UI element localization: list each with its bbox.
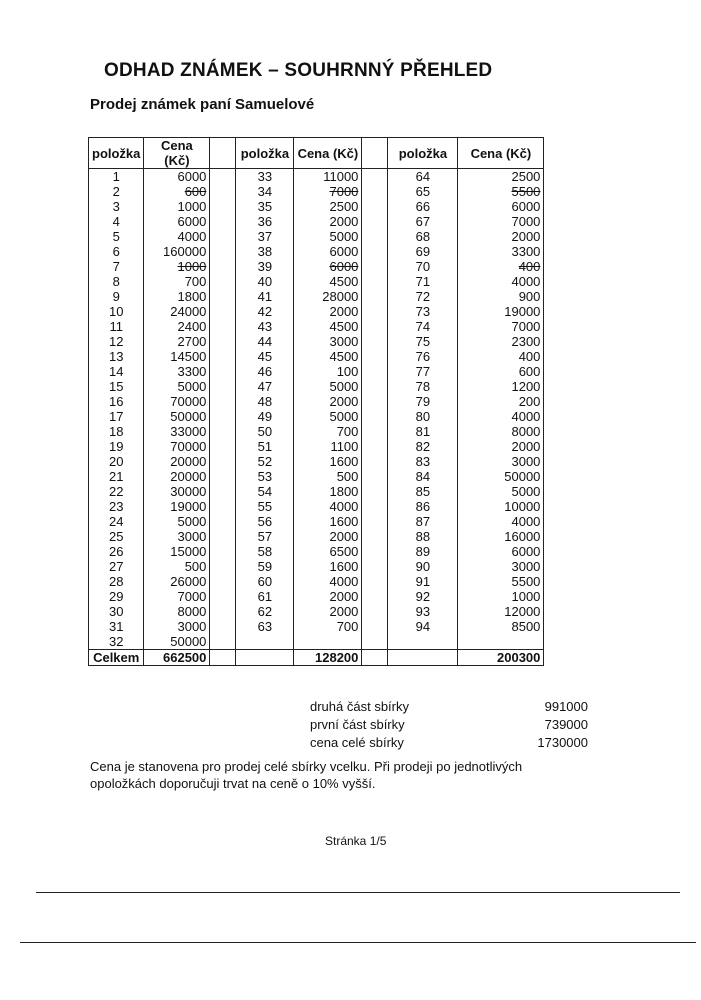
item-number-cell: 73 xyxy=(388,304,458,319)
item-number-cell: 5 xyxy=(89,229,144,244)
table-row xyxy=(89,274,544,289)
item-number-cell: 74 xyxy=(388,319,458,334)
item-number-cell: 93 xyxy=(388,604,458,619)
price-cell: 700 xyxy=(294,619,362,634)
price-cell: 6000 xyxy=(144,214,210,229)
price-cell: 1000 xyxy=(144,259,210,274)
price-cell: 11000 xyxy=(294,169,362,185)
item-number-cell: 12 xyxy=(89,334,144,349)
price-cell: 8500 xyxy=(458,619,544,634)
price-cell: 16000 xyxy=(458,529,544,544)
item-number-cell: 4 xyxy=(89,214,144,229)
price-cell: 900 xyxy=(458,289,544,304)
price-cell: 400 xyxy=(458,259,544,274)
price-cell: 2000 xyxy=(458,229,544,244)
price-cell: 28000 xyxy=(294,289,362,304)
item-number-cell: 94 xyxy=(388,619,458,634)
price-cell: 7000 xyxy=(144,589,210,604)
table-header-row xyxy=(89,138,544,169)
item-number-cell: 11 xyxy=(89,319,144,334)
page-title: ODHAD ZNÁMEK – SOUHRNNÝ PŘEHLED xyxy=(104,60,493,81)
item-number-cell: 63 xyxy=(236,619,294,634)
item-number-cell: 34 xyxy=(236,184,294,199)
item-number-cell: 16 xyxy=(89,394,144,409)
price-cell: 70000 xyxy=(144,394,210,409)
table-row xyxy=(89,244,544,259)
price-cell: 5000 xyxy=(144,514,210,529)
table-row xyxy=(89,199,544,214)
item-number-cell: 38 xyxy=(236,244,294,259)
item-number-cell: 21 xyxy=(89,469,144,484)
item-number-cell: 54 xyxy=(236,484,294,499)
item-number-cell: 30 xyxy=(89,604,144,619)
header-price-3: Cena (Kč) xyxy=(458,138,544,169)
item-number-cell: 76 xyxy=(388,349,458,364)
price-cell: 1800 xyxy=(294,484,362,499)
item-number-cell: 91 xyxy=(388,574,458,589)
table-row xyxy=(89,604,544,619)
price-cell: 4000 xyxy=(294,499,362,514)
item-number-cell: 48 xyxy=(236,394,294,409)
total-empty xyxy=(388,650,458,666)
price-cell: 200 xyxy=(458,394,544,409)
price-cell: 50000 xyxy=(458,469,544,484)
item-number-cell: 56 xyxy=(236,514,294,529)
item-number-cell: 92 xyxy=(388,589,458,604)
table-row xyxy=(89,439,544,454)
header-price-2: Cena (Kč) xyxy=(294,138,362,169)
price-cell: 7000 xyxy=(294,184,362,199)
summary-label: cena celé sbírky xyxy=(310,735,404,750)
price-cell: 2500 xyxy=(458,169,544,185)
price-cell: 30000 xyxy=(144,484,210,499)
item-number-cell: 14 xyxy=(89,364,144,379)
item-number-cell: 31 xyxy=(89,619,144,634)
table-row xyxy=(89,259,544,274)
price-cell: 2000 xyxy=(294,604,362,619)
price-cell: 100 xyxy=(294,364,362,379)
price-cell: 2000 xyxy=(458,439,544,454)
price-cell: 4000 xyxy=(294,574,362,589)
price-cell: 5000 xyxy=(294,229,362,244)
item-number-cell: 68 xyxy=(388,229,458,244)
item-number-cell: 10 xyxy=(89,304,144,319)
item-number-cell: 83 xyxy=(388,454,458,469)
price-cell: 50000 xyxy=(144,409,210,424)
item-number-cell: 17 xyxy=(89,409,144,424)
item-number-cell: 59 xyxy=(236,559,294,574)
item-number-cell: 89 xyxy=(388,544,458,559)
price-cell: 2000 xyxy=(294,394,362,409)
table-row xyxy=(89,559,544,574)
price-cell: 33000 xyxy=(144,424,210,439)
price-cell: 3000 xyxy=(144,529,210,544)
table-row xyxy=(89,589,544,604)
price-cell: 8000 xyxy=(144,604,210,619)
item-number-cell: 90 xyxy=(388,559,458,574)
price-cell xyxy=(458,634,544,650)
price-cell: 4500 xyxy=(294,319,362,334)
price-cell: 1600 xyxy=(294,514,362,529)
item-number-cell: 72 xyxy=(388,289,458,304)
price-cell: 6000 xyxy=(294,244,362,259)
price-cell: 600 xyxy=(458,364,544,379)
item-number-cell: 81 xyxy=(388,424,458,439)
total-label: Celkem xyxy=(89,650,144,666)
item-number-cell: 82 xyxy=(388,439,458,454)
summary-row xyxy=(310,716,588,734)
item-number-cell: 71 xyxy=(388,274,458,289)
item-number-cell: 26 xyxy=(89,544,144,559)
total-value: 200300 xyxy=(458,650,544,666)
price-cell: 5000 xyxy=(144,379,210,394)
item-number-cell: 75 xyxy=(388,334,458,349)
price-cell: 1100 xyxy=(294,439,362,454)
table-row xyxy=(89,484,544,499)
item-number-cell: 60 xyxy=(236,574,294,589)
price-cell: 1600 xyxy=(294,559,362,574)
price-cell: 5500 xyxy=(458,574,544,589)
divider-line xyxy=(36,892,680,893)
item-number-cell: 50 xyxy=(236,424,294,439)
price-cell: 2000 xyxy=(294,304,362,319)
price-cell: 4000 xyxy=(458,409,544,424)
price-cell xyxy=(294,634,362,650)
item-number-cell: 27 xyxy=(89,559,144,574)
item-number-cell: 86 xyxy=(388,499,458,514)
table-row xyxy=(89,379,544,394)
price-cell: 20000 xyxy=(144,454,210,469)
price-cell: 3000 xyxy=(458,454,544,469)
table-row xyxy=(89,184,544,199)
item-number-cell: 66 xyxy=(388,199,458,214)
item-number-cell: 65 xyxy=(388,184,458,199)
table-row xyxy=(89,289,544,304)
item-number-cell: 32 xyxy=(89,634,144,650)
item-number-cell: 44 xyxy=(236,334,294,349)
price-cell: 3300 xyxy=(144,364,210,379)
price-cell: 2300 xyxy=(458,334,544,349)
price-cell: 1600 xyxy=(294,454,362,469)
item-number-cell: 19 xyxy=(89,439,144,454)
price-cell: 4000 xyxy=(144,229,210,244)
table-row xyxy=(89,574,544,589)
item-number-cell: 58 xyxy=(236,544,294,559)
table-row xyxy=(89,214,544,229)
price-cell: 70000 xyxy=(144,439,210,454)
item-number-cell: 37 xyxy=(236,229,294,244)
table-row xyxy=(89,334,544,349)
item-number-cell: 61 xyxy=(236,589,294,604)
price-table xyxy=(88,137,544,666)
item-number-cell: 79 xyxy=(388,394,458,409)
price-cell: 20000 xyxy=(144,469,210,484)
header-item-1: položka xyxy=(89,138,144,169)
total-value: 128200 xyxy=(294,650,362,666)
price-cell: 700 xyxy=(294,424,362,439)
table-row xyxy=(89,454,544,469)
item-number-cell: 1 xyxy=(89,169,144,185)
price-cell: 2400 xyxy=(144,319,210,334)
table-row xyxy=(89,319,544,334)
price-cell: 1000 xyxy=(144,199,210,214)
price-cell: 4000 xyxy=(458,514,544,529)
table-row xyxy=(89,619,544,634)
item-number-cell: 70 xyxy=(388,259,458,274)
item-number-cell: 15 xyxy=(89,379,144,394)
price-cell: 26000 xyxy=(144,574,210,589)
price-cell: 2000 xyxy=(294,214,362,229)
item-number-cell: 77 xyxy=(388,364,458,379)
item-number-cell: 78 xyxy=(388,379,458,394)
summary-label: druhá část sbírky xyxy=(310,699,409,714)
item-number-cell: 55 xyxy=(236,499,294,514)
price-cell: 7000 xyxy=(458,319,544,334)
item-number-cell: 62 xyxy=(236,604,294,619)
table-row xyxy=(89,364,544,379)
item-number-cell: 84 xyxy=(388,469,458,484)
item-number-cell: 7 xyxy=(89,259,144,274)
page-subtitle: Prodej známek paní Samuelové xyxy=(90,96,315,113)
divider-line xyxy=(20,942,696,943)
summary-value: 991000 xyxy=(544,699,588,714)
page-number: Stránka 1/5 xyxy=(325,834,387,848)
price-cell: 4000 xyxy=(458,274,544,289)
item-number-cell: 2 xyxy=(89,184,144,199)
price-cell: 1800 xyxy=(144,289,210,304)
price-cell: 3000 xyxy=(144,619,210,634)
item-number-cell: 88 xyxy=(388,529,458,544)
total-empty xyxy=(236,650,294,666)
pricing-note: Cena je stanovena pro prodej celé sbírky vcelku. Při prodeji po jednotlivých opoložkách doporučuji trvat na ceně o 10% vyšší. xyxy=(90,759,523,791)
item-number-cell: 49 xyxy=(236,409,294,424)
item-number-cell: 29 xyxy=(89,589,144,604)
total-row xyxy=(89,650,544,666)
item-number-cell: 39 xyxy=(236,259,294,274)
table-row xyxy=(89,424,544,439)
item-number-cell: 13 xyxy=(89,349,144,364)
item-number-cell xyxy=(236,634,294,650)
header-item-2: položka xyxy=(236,138,294,169)
price-cell: 15000 xyxy=(144,544,210,559)
price-cell: 2000 xyxy=(294,529,362,544)
price-cell: 6000 xyxy=(294,259,362,274)
item-number-cell: 20 xyxy=(89,454,144,469)
table-row xyxy=(89,304,544,319)
summary-row xyxy=(310,734,588,752)
price-cell: 14500 xyxy=(144,349,210,364)
price-cell: 8000 xyxy=(458,424,544,439)
price-cell: 3000 xyxy=(294,334,362,349)
summary-value: 739000 xyxy=(544,717,588,732)
item-number-cell: 53 xyxy=(236,469,294,484)
collection-summary xyxy=(310,698,588,752)
item-number-cell: 35 xyxy=(236,199,294,214)
table-row xyxy=(89,514,544,529)
item-number-cell: 22 xyxy=(89,484,144,499)
item-number-cell: 87 xyxy=(388,514,458,529)
table-row xyxy=(89,529,544,544)
price-cell: 7000 xyxy=(458,214,544,229)
price-cell: 6500 xyxy=(294,544,362,559)
item-number-cell: 28 xyxy=(89,574,144,589)
header-item-3: položka xyxy=(388,138,458,169)
price-cell: 19000 xyxy=(144,499,210,514)
table-row xyxy=(89,544,544,559)
item-number-cell: 36 xyxy=(236,214,294,229)
item-number-cell: 18 xyxy=(89,424,144,439)
table-row xyxy=(89,349,544,364)
price-cell: 700 xyxy=(144,274,210,289)
price-cell: 1200 xyxy=(458,379,544,394)
table-row xyxy=(89,409,544,424)
table-row xyxy=(89,634,544,650)
item-number-cell: 6 xyxy=(89,244,144,259)
item-number-cell: 3 xyxy=(89,199,144,214)
item-number-cell: 40 xyxy=(236,274,294,289)
price-cell: 5000 xyxy=(294,379,362,394)
item-number-cell: 80 xyxy=(388,409,458,424)
item-number-cell: 45 xyxy=(236,349,294,364)
item-number-cell: 41 xyxy=(236,289,294,304)
table-row xyxy=(89,469,544,484)
price-cell: 500 xyxy=(294,469,362,484)
price-cell: 5500 xyxy=(458,184,544,199)
price-cell: 50000 xyxy=(144,634,210,650)
price-cell: 5000 xyxy=(458,484,544,499)
header-price-1: Cena (Kč) xyxy=(144,138,210,169)
total-value: 662500 xyxy=(144,650,210,666)
item-number-cell: 85 xyxy=(388,484,458,499)
table-row xyxy=(89,394,544,409)
item-number-cell: 51 xyxy=(236,439,294,454)
item-number-cell: 52 xyxy=(236,454,294,469)
item-number-cell: 46 xyxy=(236,364,294,379)
item-number-cell: 33 xyxy=(236,169,294,185)
table-row xyxy=(89,499,544,514)
price-cell: 24000 xyxy=(144,304,210,319)
price-cell: 3000 xyxy=(458,559,544,574)
item-number-cell: 23 xyxy=(89,499,144,514)
price-cell: 4500 xyxy=(294,349,362,364)
price-cell: 1000 xyxy=(458,589,544,604)
item-number-cell: 25 xyxy=(89,529,144,544)
price-cell: 10000 xyxy=(458,499,544,514)
item-number-cell: 47 xyxy=(236,379,294,394)
table-row xyxy=(89,229,544,244)
price-cell: 160000 xyxy=(144,244,210,259)
summary-row xyxy=(310,698,588,716)
item-number-cell: 8 xyxy=(89,274,144,289)
item-number-cell: 67 xyxy=(388,214,458,229)
price-cell: 19000 xyxy=(458,304,544,319)
price-cell: 6000 xyxy=(144,169,210,185)
price-cell: 6000 xyxy=(458,544,544,559)
item-number-cell: 57 xyxy=(236,529,294,544)
price-cell: 5000 xyxy=(294,409,362,424)
item-number-cell: 24 xyxy=(89,514,144,529)
price-cell: 2500 xyxy=(294,199,362,214)
price-cell: 3300 xyxy=(458,244,544,259)
price-cell: 400 xyxy=(458,349,544,364)
price-cell: 6000 xyxy=(458,199,544,214)
price-cell: 600 xyxy=(144,184,210,199)
table-row xyxy=(89,169,544,185)
item-number-cell: 9 xyxy=(89,289,144,304)
price-cell: 500 xyxy=(144,559,210,574)
price-cell: 2000 xyxy=(294,589,362,604)
price-cell: 12000 xyxy=(458,604,544,619)
item-number-cell xyxy=(388,634,458,650)
item-number-cell: 42 xyxy=(236,304,294,319)
summary-value: 1730000 xyxy=(537,735,588,750)
summary-label: první část sbírky xyxy=(310,717,405,732)
item-number-cell: 64 xyxy=(388,169,458,185)
item-number-cell: 69 xyxy=(388,244,458,259)
price-cell: 4500 xyxy=(294,274,362,289)
item-number-cell: 43 xyxy=(236,319,294,334)
price-cell: 2700 xyxy=(144,334,210,349)
